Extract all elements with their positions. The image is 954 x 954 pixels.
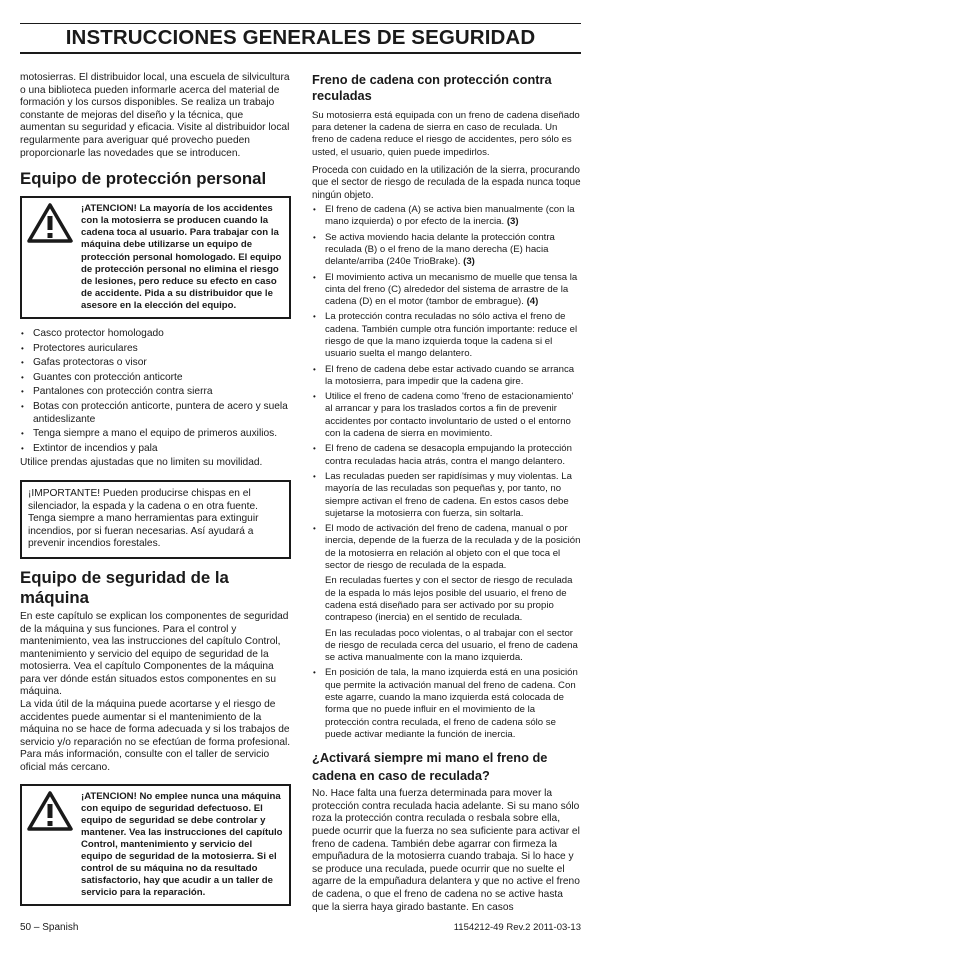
brake-paragraph-1: Su motosierra está equipada con un freno de cadena diseñado para detener la cadena de sierra en caso de reculada. Un freno de cadena reduce el riesgo de accidentes, pero sólo es usted, el usuario, quien puede impedirlos. [312,110,580,158]
list-item: • Guantes con protección anticorte [20,372,291,385]
list-item: • Utilice el freno de cadena como 'freno de estacionamiento' al arrancar y para los traslados cortos a fin de prevenir accidentes por contacto involuntario de usted o el entorno con la cadena de sierra en movimiento. [312,391,581,440]
list-item: • Botas con protección anticorte, puntera de acero y suela antideslizante [20,401,291,426]
list-item: • Protectores auriculares [20,343,291,356]
machine-paragraph-1: En este capítulo se explican los componentes de seguridad de la máquina y sus funciones. Para el control y mantenimiento, vea las instrucciones del capítulo Control, mantenimiento y servicio del equipo de seguridad de la motosierra. Vea el capítulo Componentes de la máquina para ver dónde están situados estos componentes en su máquina. [20,610,289,698]
list-item: • En posición de tala, la mano izquierda está en una posición que permite la activación manual del freno de cadena. Con este agarre, cuando la mano izquierda está colocada de forma que no puede influir en el movimiento de la protección contra reculada, el freno de cadena sólo se puede activar mediante la función de inercia. [312,667,581,741]
list-item: • El modo de activación del freno de cadena, manual o por inercia, depende de la fuerza de la reculada y de la posición de la motosierra en relación al objeto con el que toca el sector de riesgo de reculada de la espada. En reculadas fuertes y con el sector de riesgo de reculada de la espada lo más lejos posible del usuario, el freno de cadena está diseñado para ser activado por su propio contrapeso (inercia) en el sentido de reculada. En las reculadas poco violentas, o al trabajar con el sector de riesgo de reculada cerca del usuario, el freno de cadena se activa manualmente con la mano izquierda. [312,523,581,664]
list-item: • El freno de cadena se desacopla empujando la protección contra reculadas hacia atrás, contra el mango delantero. [312,443,581,468]
section-heading-chain-brake: Freno de cadena con protección contra reculadas [312,72,552,103]
warning-box [20,784,291,907]
list-item: • La protección contra reculadas no sólo activa el freno de cadena. También cumple otra función importante: reduce el riesgo de que la mano izquierda toque la cadena si el usuario suelta el mango delantero. [312,311,581,360]
list-item: • El movimiento activa un mecanismo de muelle que tensa la cinta del freno (C) alrededor del sistema de arrastre de la cadena (D) en el motor (tambor de embrague). (4) [312,272,581,309]
list-item: • Tenga siempre a mano el equipo de primeros auxilios. [20,428,291,441]
list-item: • Gafas protectoras o visor [20,357,291,370]
warning-text: ¡ATENCION! La mayoría de los accidentes con la motosierra se producen cuando la cadena toca al usuario. Para trabajar con la máquina debe utilizarse un equipo de protección personal homologado. El equipo de protección personal no elimina el riesgo de lesiones, pero reduce su efecto en caso de accidente. Pida a su distribuidor que le asesore en la elección del equipo. [81,203,282,311]
brake-list [312,204,581,741]
sub-paragraph: En reculadas fuertes y con el sector de riesgo de reculada de la espada lo más lejos posible del usuario, el freno de cadena está diseñado para ser activado por su propio contrapeso (inercia) en el sentido de reculada. [325,575,573,624]
right-column [312,72,581,914]
warning-text: ¡ATENCION! No emplee nunca una máquina con equipo de seguridad defectuoso. El equipo de seguridad se debe controlar y mantener. Vea las instrucciones del capítulo Control, mantenimiento y servicio del equipo de seguridad de la motosierra. Si el control de su máquina no da resultado satisfactorio, hay que acudir a un taller de servicio para la reparación. [81,790,283,899]
list-item: • El freno de cadena (A) se activa bien manualmente (con la mano izquierda) o por efecto de la inercia. (3) [312,204,581,229]
document-code: 1154212-49 Rev.2 2011-03-13 [453,922,581,933]
list-item: • Extintor de incendios y pala [20,443,291,456]
section-heading-machine-safety: Equipo de seguridad de la máquina [20,567,229,607]
section-heading-will-hand-activate: ¿Activará siempre mi mano el freno de cadena en caso de reculada? [312,750,548,784]
left-column [20,72,291,906]
sub-paragraph: En las reculadas poco violentas, o al trabajar con el sector de riesgo de reculada cerca del usuario, el freno de cadena se activa manualmente con la mano izquierda. [325,627,578,664]
header-bottom-rule [20,52,581,54]
list-item: • Las reculadas pueden ser rapidísimas y muy violentas. La mayoría de las reculadas son pequeñas y, por tanto, no siempre activan el freno de cadena. En estos casos debe sujetarse la motosierra con fuerza, sin soltarla. [312,471,581,520]
machine-paragraph-2: La vida útil de la máquina puede acortarse y el riesgo de accidentes puede aumentar si el mantenimiento de la máquina no se hace de forma adecuada y si los trabajos de servicio y/o reparación no se efectúan de forma profesional. Para más información, consulte con el taller de servicio oficial más cercano. [20,699,291,774]
list-item: • El freno de cadena debe estar activado cuando se arranca la motosierra, para impedir que la cadena gire. [312,364,581,389]
important-box: ¡IMPORTANTE! Pueden producirse chispas en el silenciador, la espada y la cadena o en otra fuente. Tenga siempre a mano herramientas para extinguir incendios, por si fueran necesarias. Así ayudará a prevenir incendios forestales. [20,480,291,559]
warning-box [20,196,291,319]
page-number: 50 – Spanish [20,922,79,933]
warning-triangle-icon [27,791,75,900]
brake-paragraph-2: Proceda con cuidado en la utilización de la sierra, procurando que el sector de riesgo de reculada de la espada nunca toque ningún objeto. [312,164,581,201]
ppe-list [20,328,291,455]
intro-paragraph: motosierras. El distribuidor local, una escuela de silvicultura o una biblioteca pueden informarle acerca del material de formación y los cursos disponibles. Se realiza un trabajo constante de mejoras del diseño y la técnica, que aumentan su seguridad y eficacia. Visite al distribuidor local regularmente para averiguar qué provecho pueden proporcionarle las novedades que se introducen. [20,72,290,159]
header-top-rule [20,23,581,24]
warning-triangle-icon [27,203,75,312]
activate-paragraph: No. Hace falta una fuerza determinada para mover la protección contra reculada hacia adelante. Si su mano sólo roza la protección contra reculada o resbala sobre ella, puede ocurrir que la fuerza no sea suficiente para activar el freno de cadena. También debe agarrar con firmeza la empuñadura de la motosierra cuando trabaja. Si lo hace y se produce una reculada, puede ocurrir que no suelte el agarre de la empuñadura delantera y que no active el freno de cadena, o que el freno de cadena no se active hasta que la sierra haya girado bastante. En casos [312,788,580,913]
section-heading-personal-equipment: Equipo de protección personal [20,169,267,189]
list-item: • Pantalones con protección contra sierra [20,386,291,399]
ppe-note: Utilice prendas ajustadas que no limiten su movilidad. [20,457,263,469]
list-item: • Casco protector homologado [20,328,291,341]
page-title: INSTRUCCIONES GENERALES DE SEGURIDAD [65,26,536,49]
list-item: • Se activa moviendo hacia delante la protección contra reculada (B) o el freno de la mano derecha (E) hacia delante/arriba (240e TrioBrake). (3) [312,232,581,269]
